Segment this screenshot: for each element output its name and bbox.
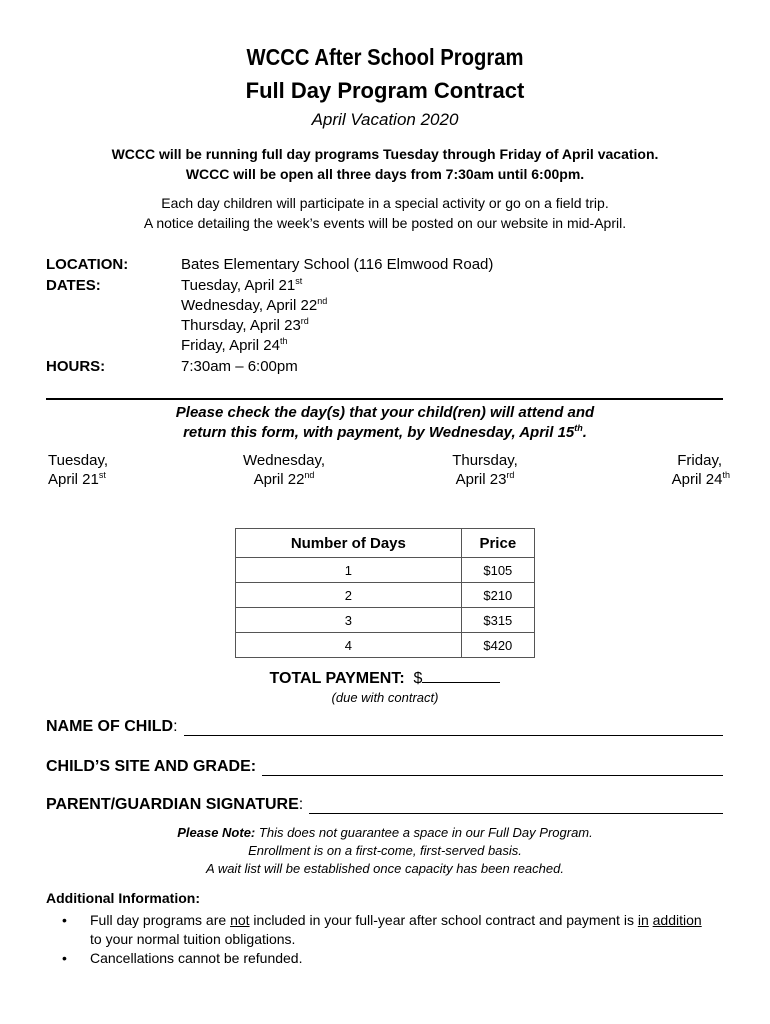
price-table xyxy=(235,528,535,658)
divider xyxy=(46,398,723,400)
table-cell: 3 xyxy=(236,608,462,633)
table-cell: 4 xyxy=(236,633,462,658)
signature-field[interactable] xyxy=(309,799,723,814)
day-option-thursday[interactable]: Thursday, April 23rd xyxy=(452,452,518,488)
table-row xyxy=(236,633,535,658)
note-line-1: Please Note: This does not guarantee a space in our Full Day Program. xyxy=(177,825,593,840)
date-item: Tuesday, April 21st xyxy=(181,276,303,294)
hours-value: 7:30am – 6:00pm xyxy=(181,358,298,375)
note-line-3: A wait list will be established once capacity has been reached. xyxy=(206,861,564,876)
total-payment-field[interactable] xyxy=(422,668,500,683)
child-name-row: NAME OF CHILD : xyxy=(46,718,723,736)
table-cell: $315 xyxy=(461,608,534,633)
table-cell: $420 xyxy=(461,633,534,658)
table-row xyxy=(236,558,535,583)
hours-label: HOURS: xyxy=(46,358,106,375)
signature-label: PARENT/GUARDIAN SIGNATURE xyxy=(46,796,299,813)
column-header: Price xyxy=(461,529,534,558)
location-value: Bates Elementary School (116 Elmwood Road) xyxy=(181,256,494,273)
site-grade-row xyxy=(46,758,723,776)
note-line-2: Enrollment is on a first-come, first-served basis. xyxy=(248,843,522,858)
bullet-icon: • xyxy=(62,912,67,928)
additional-info-list xyxy=(62,911,712,968)
contract-title: Full Day Program Contract xyxy=(245,78,525,103)
site-grade-label: CHILD’S SITE AND GRADE: xyxy=(46,758,257,775)
instructions-line-2: return this form, with payment, by Wednesday, April 15th. xyxy=(183,423,587,441)
column-header: Number of Days xyxy=(236,529,462,558)
date-item: Friday, April 24th xyxy=(181,336,288,354)
list-item: • Cancellations cannot be refunded. xyxy=(62,950,303,966)
currency-symbol: $ xyxy=(413,670,423,687)
list-item: • Full day programs are not included in your full-year after school contract and payment is in addition to your normal tuition obligations. xyxy=(62,912,702,947)
total-payment xyxy=(0,668,770,688)
site-grade-field[interactable] xyxy=(262,761,723,776)
org-title: WCCC After School Program xyxy=(246,44,524,70)
location-label: LOCATION: xyxy=(46,256,129,273)
signature-row: PARENT/GUARDIAN SIGNATURE : xyxy=(46,796,723,814)
table-header-row xyxy=(236,529,535,558)
intro-bold-line-1: WCCC will be running full day programs Tuesday through Friday of April vacation. xyxy=(111,146,659,162)
table-cell: $105 xyxy=(461,558,534,583)
dates-label: DATES: xyxy=(46,277,101,294)
date-item: Thursday, April 23rd xyxy=(181,316,309,334)
due-note: (due with contract) xyxy=(331,690,439,705)
table-cell: $210 xyxy=(461,583,534,608)
table-row xyxy=(236,608,535,633)
table-cell: 1 xyxy=(236,558,462,583)
table-cell: 2 xyxy=(236,583,462,608)
child-name-field[interactable] xyxy=(184,721,723,736)
intro-line-4: A notice detailing the week’s events will be posted on our website in mid-April. xyxy=(143,215,627,231)
bullet-icon: • xyxy=(62,950,67,966)
day-option-wednesday[interactable]: Wednesday, April 22nd xyxy=(243,452,325,488)
total-payment-label: TOTAL PAYMENT: xyxy=(269,670,405,687)
additional-info-title: Additional Information: xyxy=(46,890,200,906)
day-option-tuesday[interactable]: Tuesday, April 21st xyxy=(48,452,109,488)
date-item: Wednesday, April 22nd xyxy=(181,296,328,314)
intro-line-3: Each day children will participate in a special activity or go on a field trip. xyxy=(161,195,609,211)
instructions-line-1: Please check the day(s) that your child(ren) will attend and xyxy=(175,404,595,421)
intro-bold-line-2: WCCC will be open all three days from 7:30am until 6:00pm. xyxy=(185,166,585,182)
day-option-friday[interactable]: Friday, April 24th xyxy=(671,452,730,488)
subtitle: April Vacation 2020 xyxy=(311,110,459,129)
child-name-label: NAME OF CHILD xyxy=(46,718,174,735)
table-row xyxy=(236,583,535,608)
